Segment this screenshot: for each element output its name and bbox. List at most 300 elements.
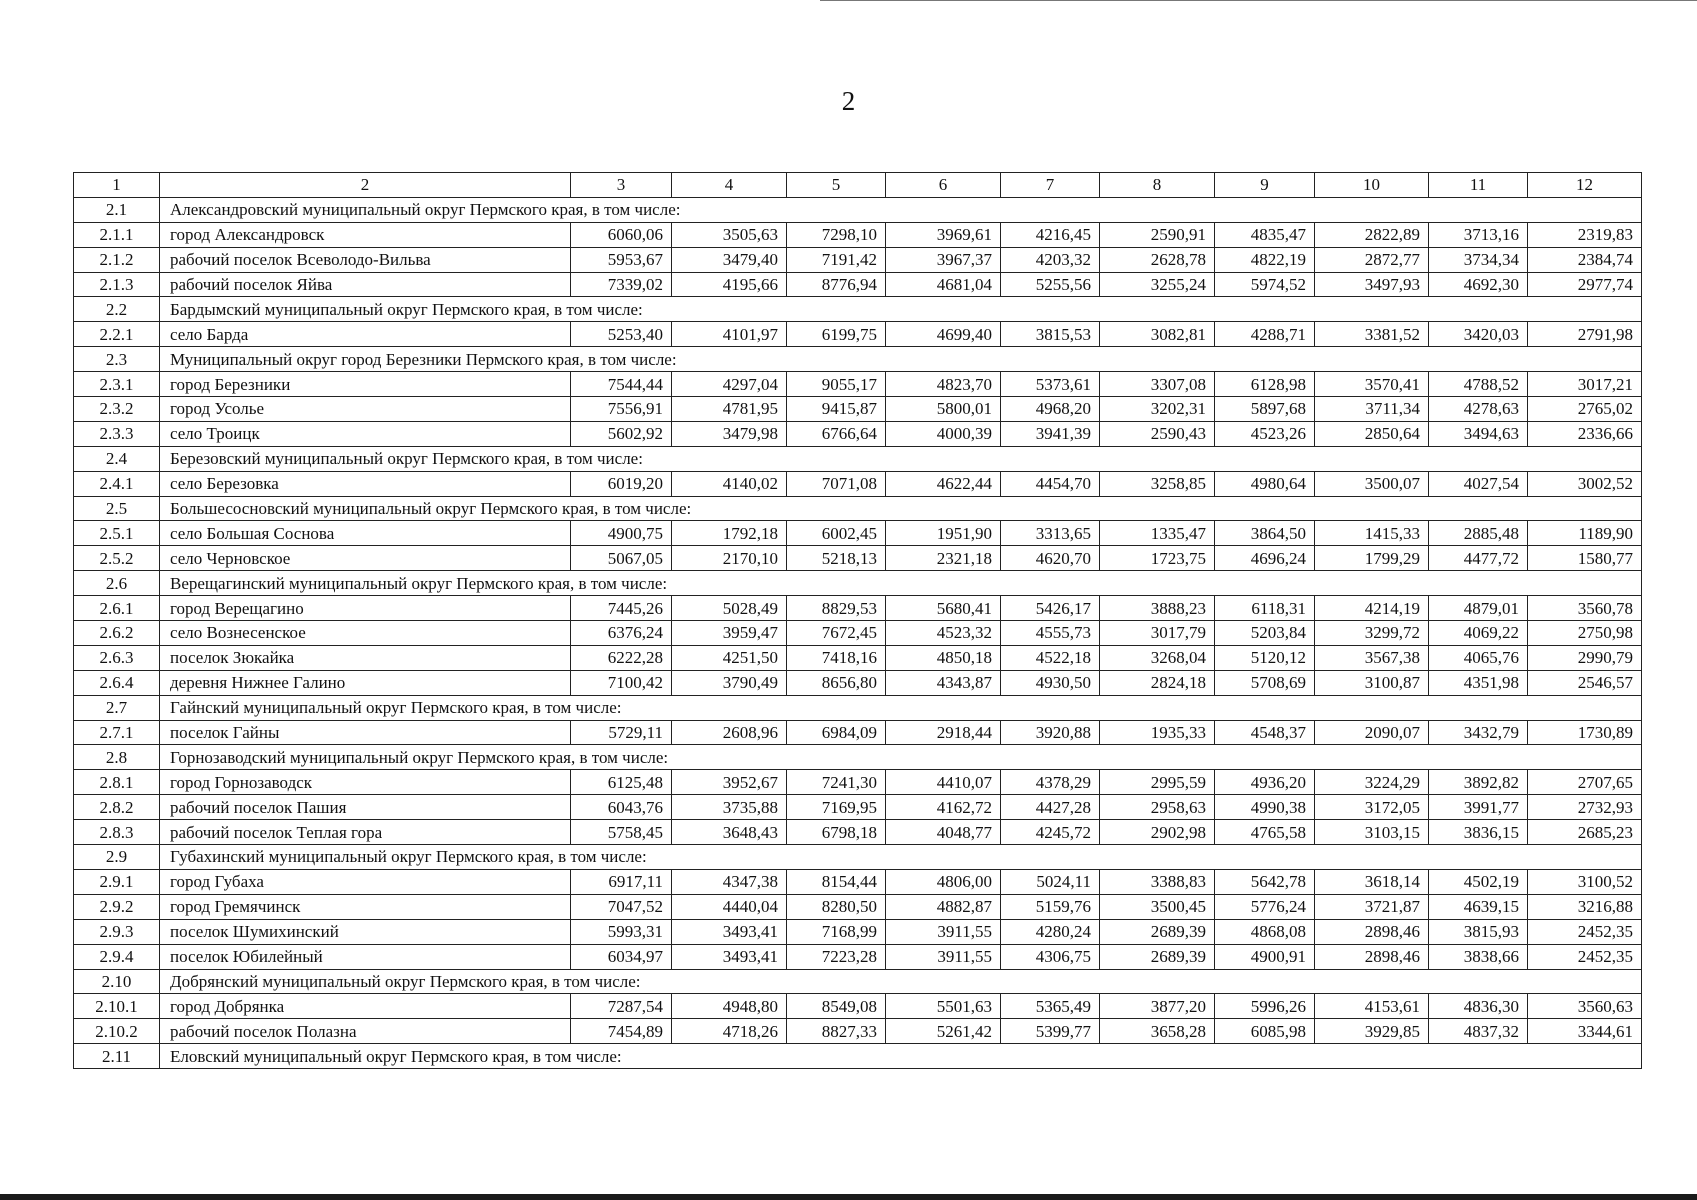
value-cell: 7223,28	[787, 944, 886, 969]
value-cell: 4980,64	[1215, 471, 1315, 496]
table-row	[74, 820, 1642, 845]
value-cell: 3911,55	[886, 944, 1001, 969]
value-cell: 3497,93	[1315, 272, 1429, 297]
scan-top-edge	[820, 0, 1697, 1]
value-cell: 5024,11	[1001, 869, 1100, 894]
value-cell: 6798,18	[787, 820, 886, 845]
value-cell: 6034,97	[571, 944, 672, 969]
value-cell: 4900,91	[1215, 944, 1315, 969]
settlement-name: поселок Гайны	[160, 720, 571, 745]
group-name: Горнозаводский муниципальный округ Пермского края, в том числе:	[160, 745, 1642, 770]
value-cell: 3505,63	[672, 222, 787, 247]
row-code: 2.8.2	[74, 795, 160, 820]
value-cell: 4000,39	[886, 421, 1001, 446]
value-cell: 4351,98	[1429, 670, 1528, 695]
value-cell: 3941,39	[1001, 421, 1100, 446]
value-cell: 5729,11	[571, 720, 672, 745]
value-cell: 3735,88	[672, 795, 787, 820]
value-cell: 6917,11	[571, 869, 672, 894]
tariff-table-container	[73, 172, 1641, 1069]
value-cell: 3202,31	[1100, 397, 1215, 422]
value-cell: 3388,83	[1100, 869, 1215, 894]
value-cell: 3493,41	[672, 919, 787, 944]
value-cell: 7339,02	[571, 272, 672, 297]
settlement-name: город Березники	[160, 372, 571, 397]
value-cell: 4069,22	[1429, 621, 1528, 646]
column-header: 9	[1215, 173, 1315, 198]
value-cell: 5159,76	[1001, 894, 1100, 919]
value-cell: 5399,77	[1001, 1019, 1100, 1044]
group-name: Добрянский муниципальный округ Пермского края, в том числе:	[160, 969, 1642, 994]
row-code: 2.10	[74, 969, 160, 994]
value-cell: 5708,69	[1215, 670, 1315, 695]
value-cell: 4948,80	[672, 994, 787, 1019]
settlement-name: поселок Зюкайка	[160, 645, 571, 670]
value-cell: 2321,18	[886, 546, 1001, 571]
value-cell: 1935,33	[1100, 720, 1215, 745]
value-cell: 5120,12	[1215, 645, 1315, 670]
value-cell: 4692,30	[1429, 272, 1528, 297]
value-cell: 4850,18	[886, 645, 1001, 670]
column-header: 5	[787, 173, 886, 198]
value-cell: 5758,45	[571, 820, 672, 845]
table-group-row	[74, 197, 1642, 222]
tariff-table	[73, 172, 1642, 1069]
row-code: 2.3.2	[74, 397, 160, 422]
value-cell: 8549,08	[787, 994, 886, 1019]
row-code: 2.9	[74, 845, 160, 870]
group-name: Березовский муниципальный округ Пермского края, в том числе:	[160, 446, 1642, 471]
value-cell: 6199,75	[787, 322, 886, 347]
table-row	[74, 670, 1642, 695]
value-cell: 3500,45	[1100, 894, 1215, 919]
value-cell: 2628,78	[1100, 247, 1215, 272]
row-code: 2.6.4	[74, 670, 160, 695]
table-row	[74, 272, 1642, 297]
value-cell: 1799,29	[1315, 546, 1429, 571]
value-cell: 5642,78	[1215, 869, 1315, 894]
value-cell: 3494,63	[1429, 421, 1528, 446]
table-row	[74, 421, 1642, 446]
value-cell: 6376,24	[571, 621, 672, 646]
value-cell: 3002,52	[1528, 471, 1642, 496]
settlement-name: поселок Юбилейный	[160, 944, 571, 969]
column-header: 11	[1429, 173, 1528, 198]
value-cell: 2546,57	[1528, 670, 1642, 695]
value-cell: 6118,31	[1215, 596, 1315, 621]
row-code: 2.2.1	[74, 322, 160, 347]
value-cell: 5365,49	[1001, 994, 1100, 1019]
table-group-row	[74, 446, 1642, 471]
value-cell: 3560,63	[1528, 994, 1642, 1019]
table-row	[74, 1019, 1642, 1044]
value-cell: 4195,66	[672, 272, 787, 297]
value-cell: 2319,83	[1528, 222, 1642, 247]
value-cell: 2898,46	[1315, 944, 1429, 969]
value-cell: 6984,09	[787, 720, 886, 745]
value-cell: 3381,52	[1315, 322, 1429, 347]
value-cell: 4027,54	[1429, 471, 1528, 496]
value-cell: 3017,79	[1100, 621, 1215, 646]
table-row	[74, 546, 1642, 571]
value-cell: 2384,74	[1528, 247, 1642, 272]
value-cell: 4900,75	[571, 521, 672, 546]
value-cell: 4835,47	[1215, 222, 1315, 247]
table-group-row	[74, 571, 1642, 596]
settlement-name: город Александровск	[160, 222, 571, 247]
value-cell: 2765,02	[1528, 397, 1642, 422]
column-header: 6	[886, 173, 1001, 198]
value-cell: 4440,04	[672, 894, 787, 919]
value-cell: 4837,32	[1429, 1019, 1528, 1044]
value-cell: 4251,50	[672, 645, 787, 670]
value-cell: 3734,34	[1429, 247, 1528, 272]
row-code: 2.7.1	[74, 720, 160, 745]
column-header: 10	[1315, 173, 1429, 198]
row-code: 2.8	[74, 745, 160, 770]
value-cell: 3100,52	[1528, 869, 1642, 894]
value-cell: 3255,24	[1100, 272, 1215, 297]
value-cell: 4823,70	[886, 372, 1001, 397]
value-cell: 5996,26	[1215, 994, 1315, 1019]
value-cell: 4990,38	[1215, 795, 1315, 820]
value-cell: 5203,84	[1215, 621, 1315, 646]
value-cell: 5255,56	[1001, 272, 1100, 297]
table-row	[74, 795, 1642, 820]
group-name: Верещагинский муниципальный округ Пермского края, в том числе:	[160, 571, 1642, 596]
value-cell: 3648,43	[672, 820, 787, 845]
value-cell: 4882,87	[886, 894, 1001, 919]
table-row	[74, 621, 1642, 646]
value-cell: 2608,96	[672, 720, 787, 745]
table-row	[74, 894, 1642, 919]
value-cell: 4162,72	[886, 795, 1001, 820]
value-cell: 2872,77	[1315, 247, 1429, 272]
value-cell: 4718,26	[672, 1019, 787, 1044]
value-cell: 1730,89	[1528, 720, 1642, 745]
table-row	[74, 919, 1642, 944]
value-cell: 5993,31	[571, 919, 672, 944]
value-cell: 7418,16	[787, 645, 886, 670]
row-code: 2.8.3	[74, 820, 160, 845]
row-code: 2.9.4	[74, 944, 160, 969]
value-cell: 7191,42	[787, 247, 886, 272]
value-cell: 3711,34	[1315, 397, 1429, 422]
row-code: 2.6.1	[74, 596, 160, 621]
value-cell: 2822,89	[1315, 222, 1429, 247]
value-cell: 2452,35	[1528, 944, 1642, 969]
value-cell: 4765,58	[1215, 820, 1315, 845]
value-cell: 4343,87	[886, 670, 1001, 695]
value-cell: 2590,43	[1100, 421, 1215, 446]
value-cell: 2689,39	[1100, 919, 1215, 944]
value-cell: 3911,55	[886, 919, 1001, 944]
column-header: 12	[1528, 173, 1642, 198]
value-cell: 4879,01	[1429, 596, 1528, 621]
value-cell: 1723,75	[1100, 546, 1215, 571]
value-cell: 7100,42	[571, 670, 672, 695]
value-cell: 2918,44	[886, 720, 1001, 745]
table-row	[74, 869, 1642, 894]
value-cell: 4806,00	[886, 869, 1001, 894]
value-cell: 4788,52	[1429, 372, 1528, 397]
table-row	[74, 770, 1642, 795]
table-row	[74, 521, 1642, 546]
value-cell: 3224,29	[1315, 770, 1429, 795]
value-cell: 4968,20	[1001, 397, 1100, 422]
value-cell: 2336,66	[1528, 421, 1642, 446]
row-code: 2.3.3	[74, 421, 160, 446]
settlement-name: рабочий поселок Теплая гора	[160, 820, 571, 845]
value-cell: 3838,66	[1429, 944, 1528, 969]
value-cell: 3815,93	[1429, 919, 1528, 944]
value-cell: 6043,76	[571, 795, 672, 820]
value-cell: 4781,95	[672, 397, 787, 422]
group-name: Еловский муниципальный округ Пермского края, в том числе:	[160, 1044, 1642, 1069]
value-cell: 2995,59	[1100, 770, 1215, 795]
value-cell: 5067,05	[571, 546, 672, 571]
value-cell: 8280,50	[787, 894, 886, 919]
settlement-name: рабочий поселок Яйва	[160, 272, 571, 297]
settlement-name: город Горнозаводск	[160, 770, 571, 795]
value-cell: 3082,81	[1100, 322, 1215, 347]
value-cell: 5800,01	[886, 397, 1001, 422]
row-code: 2.5	[74, 496, 160, 521]
settlement-name: город Гремячинск	[160, 894, 571, 919]
value-cell: 3017,21	[1528, 372, 1642, 397]
table-row	[74, 397, 1642, 422]
table-row	[74, 222, 1642, 247]
value-cell: 4101,97	[672, 322, 787, 347]
group-name: Муниципальный округ город Березники Пермского края, в том числе:	[160, 347, 1642, 372]
value-cell: 2791,98	[1528, 322, 1642, 347]
settlement-name: рабочий поселок Пашия	[160, 795, 571, 820]
value-cell: 7454,89	[571, 1019, 672, 1044]
value-cell: 7071,08	[787, 471, 886, 496]
row-code: 2.6.2	[74, 621, 160, 646]
value-cell: 8829,53	[787, 596, 886, 621]
table-group-row	[74, 969, 1642, 994]
value-cell: 8827,33	[787, 1019, 886, 1044]
table-group-row	[74, 496, 1642, 521]
settlement-name: село Черновское	[160, 546, 571, 571]
value-cell: 4639,15	[1429, 894, 1528, 919]
settlement-name: село Троицк	[160, 421, 571, 446]
row-code: 2.2	[74, 297, 160, 322]
value-cell: 4140,02	[672, 471, 787, 496]
row-code: 2.6	[74, 571, 160, 596]
value-cell: 5680,41	[886, 596, 1001, 621]
value-cell: 8656,80	[787, 670, 886, 695]
settlement-name: село Барда	[160, 322, 571, 347]
group-name: Большесосновский муниципальный округ Пермского края, в том числе:	[160, 496, 1642, 521]
settlement-name: село Березовка	[160, 471, 571, 496]
table-group-row	[74, 745, 1642, 770]
value-cell: 2090,07	[1315, 720, 1429, 745]
value-cell: 6019,20	[571, 471, 672, 496]
value-cell: 3500,07	[1315, 471, 1429, 496]
value-cell: 4523,32	[886, 621, 1001, 646]
value-cell: 4297,04	[672, 372, 787, 397]
value-cell: 3991,77	[1429, 795, 1528, 820]
settlement-name: рабочий поселок Полазна	[160, 1019, 571, 1044]
value-cell: 5897,68	[1215, 397, 1315, 422]
row-code: 2.9.3	[74, 919, 160, 944]
value-cell: 3888,23	[1100, 596, 1215, 621]
value-cell: 2850,64	[1315, 421, 1429, 446]
table-row	[74, 247, 1642, 272]
value-cell: 4454,70	[1001, 471, 1100, 496]
value-cell: 3258,85	[1100, 471, 1215, 496]
value-cell: 4502,19	[1429, 869, 1528, 894]
value-cell: 3216,88	[1528, 894, 1642, 919]
value-cell: 5974,52	[1215, 272, 1315, 297]
settlement-name: город Добрянка	[160, 994, 571, 1019]
value-cell: 5218,13	[787, 546, 886, 571]
value-cell: 4696,24	[1215, 546, 1315, 571]
row-code: 2.8.1	[74, 770, 160, 795]
value-cell: 3172,05	[1315, 795, 1429, 820]
value-cell: 5602,92	[571, 421, 672, 446]
value-cell: 7556,91	[571, 397, 672, 422]
value-cell: 3432,79	[1429, 720, 1528, 745]
value-cell: 4214,19	[1315, 596, 1429, 621]
value-cell: 4930,50	[1001, 670, 1100, 695]
table-row	[74, 596, 1642, 621]
settlement-name: деревня Нижнее Галино	[160, 670, 571, 695]
value-cell: 4620,70	[1001, 546, 1100, 571]
column-header: 8	[1100, 173, 1215, 198]
value-cell: 5953,67	[571, 247, 672, 272]
group-name: Александровский муниципальный округ Пермского края, в том числе:	[160, 197, 1642, 222]
value-cell: 7169,95	[787, 795, 886, 820]
value-cell: 6222,28	[571, 645, 672, 670]
value-cell: 7298,10	[787, 222, 886, 247]
row-code: 2.11	[74, 1044, 160, 1069]
table-row	[74, 994, 1642, 1019]
value-cell: 4065,76	[1429, 645, 1528, 670]
table-row	[74, 720, 1642, 745]
row-code: 2.10.2	[74, 1019, 160, 1044]
value-cell: 3479,40	[672, 247, 787, 272]
settlement-name: поселок Шумихинский	[160, 919, 571, 944]
value-cell: 6766,64	[787, 421, 886, 446]
value-cell: 9415,87	[787, 397, 886, 422]
value-cell: 1792,18	[672, 521, 787, 546]
value-cell: 3877,20	[1100, 994, 1215, 1019]
value-cell: 2750,98	[1528, 621, 1642, 646]
table-group-row	[74, 347, 1642, 372]
value-cell: 3268,04	[1100, 645, 1215, 670]
value-cell: 4477,72	[1429, 546, 1528, 571]
value-cell: 5253,40	[571, 322, 672, 347]
value-cell: 3420,03	[1429, 322, 1528, 347]
table-row	[74, 645, 1642, 670]
value-cell: 3658,28	[1100, 1019, 1215, 1044]
value-cell: 3815,53	[1001, 322, 1100, 347]
value-cell: 3103,15	[1315, 820, 1429, 845]
scan-bottom-edge	[0, 1194, 1697, 1200]
settlement-name: город Усолье	[160, 397, 571, 422]
value-cell: 4548,37	[1215, 720, 1315, 745]
value-cell: 8154,44	[787, 869, 886, 894]
column-header: 3	[571, 173, 672, 198]
row-code: 2.9.2	[74, 894, 160, 919]
value-cell: 7047,52	[571, 894, 672, 919]
value-cell: 4427,28	[1001, 795, 1100, 820]
settlement-name: город Губаха	[160, 869, 571, 894]
value-cell: 1335,47	[1100, 521, 1215, 546]
row-code: 2.3	[74, 347, 160, 372]
settlement-name: село Большая Соснова	[160, 521, 571, 546]
row-code: 2.1.1	[74, 222, 160, 247]
value-cell: 4699,40	[886, 322, 1001, 347]
value-cell: 4836,30	[1429, 994, 1528, 1019]
value-cell: 3864,50	[1215, 521, 1315, 546]
value-cell: 2885,48	[1429, 521, 1528, 546]
row-code: 2.1.3	[74, 272, 160, 297]
value-cell: 4681,04	[886, 272, 1001, 297]
column-header: 4	[672, 173, 787, 198]
value-cell: 2170,10	[672, 546, 787, 571]
row-code: 2.4	[74, 446, 160, 471]
table-row	[74, 322, 1642, 347]
value-cell: 3967,37	[886, 247, 1001, 272]
value-cell: 2958,63	[1100, 795, 1215, 820]
value-cell: 5501,63	[886, 994, 1001, 1019]
value-cell: 3952,67	[672, 770, 787, 795]
value-cell: 7287,54	[571, 994, 672, 1019]
value-cell: 5426,17	[1001, 596, 1100, 621]
value-cell: 3959,47	[672, 621, 787, 646]
row-code: 2.1.2	[74, 247, 160, 272]
value-cell: 4216,45	[1001, 222, 1100, 247]
value-cell: 3969,61	[886, 222, 1001, 247]
value-cell: 4523,26	[1215, 421, 1315, 446]
value-cell: 3307,08	[1100, 372, 1215, 397]
table-row	[74, 944, 1642, 969]
settlement-name: город Верещагино	[160, 596, 571, 621]
value-cell: 3479,98	[672, 421, 787, 446]
value-cell: 2902,98	[1100, 820, 1215, 845]
value-cell: 4347,38	[672, 869, 787, 894]
value-cell: 4555,73	[1001, 621, 1100, 646]
value-cell: 9055,17	[787, 372, 886, 397]
value-cell: 2990,79	[1528, 645, 1642, 670]
value-cell: 4153,61	[1315, 994, 1429, 1019]
value-cell: 1189,90	[1528, 521, 1642, 546]
value-cell: 2452,35	[1528, 919, 1642, 944]
value-cell: 4280,24	[1001, 919, 1100, 944]
value-cell: 6128,98	[1215, 372, 1315, 397]
table-row	[74, 471, 1642, 496]
value-cell: 4378,29	[1001, 770, 1100, 795]
value-cell: 4936,20	[1215, 770, 1315, 795]
value-cell: 6002,45	[787, 521, 886, 546]
value-cell: 2590,91	[1100, 222, 1215, 247]
value-cell: 7241,30	[787, 770, 886, 795]
value-cell: 2824,18	[1100, 670, 1215, 695]
value-cell: 1580,77	[1528, 546, 1642, 571]
value-cell: 3344,61	[1528, 1019, 1642, 1044]
value-cell: 2689,39	[1100, 944, 1215, 969]
value-cell: 3493,41	[672, 944, 787, 969]
value-cell: 6060,06	[571, 222, 672, 247]
value-cell: 6085,98	[1215, 1019, 1315, 1044]
row-code: 2.7	[74, 695, 160, 720]
value-cell: 3313,65	[1001, 521, 1100, 546]
value-cell: 2732,93	[1528, 795, 1642, 820]
